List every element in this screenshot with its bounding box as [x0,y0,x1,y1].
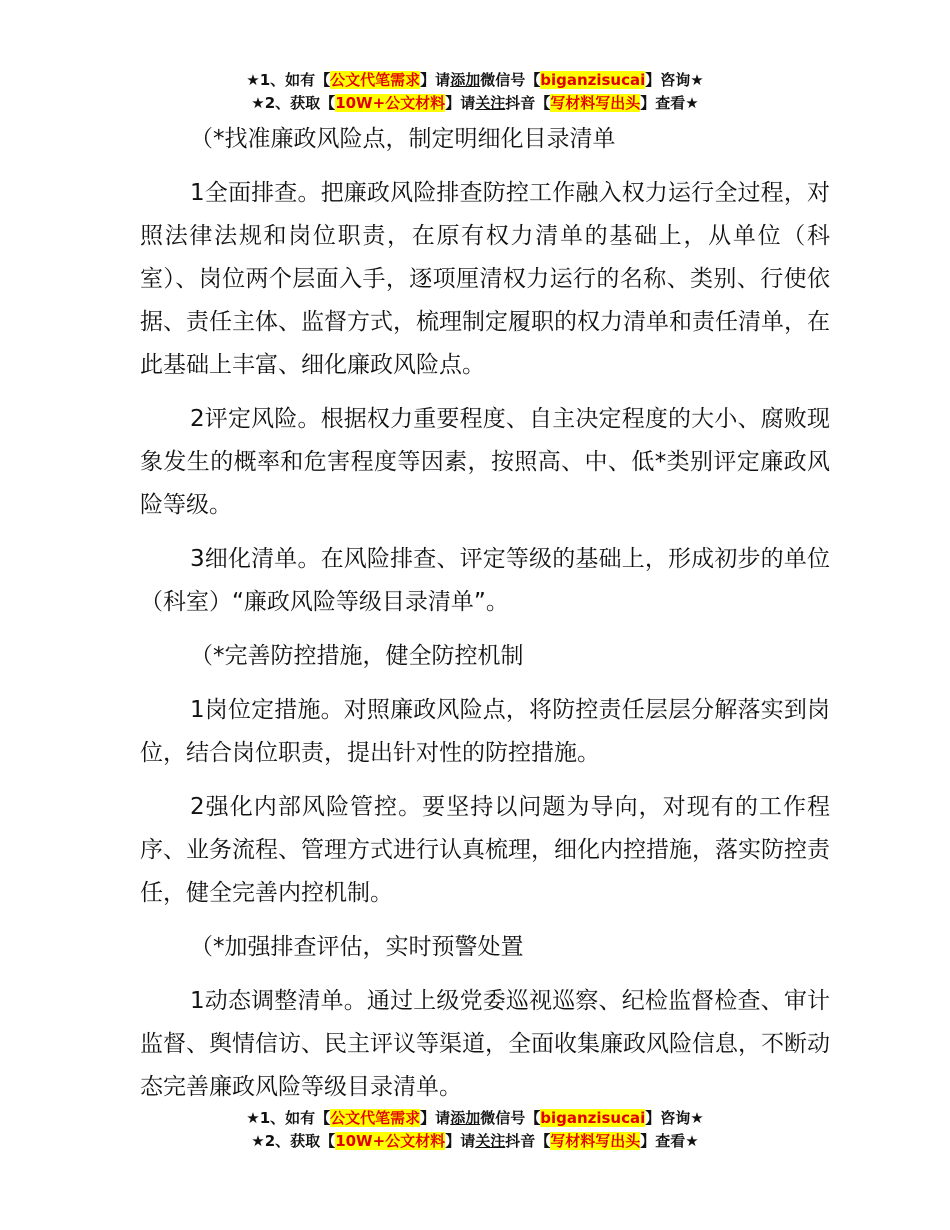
banner-text: 微信号【 [480,71,541,89]
banner-line-2 [0,92,950,115]
banner-underlined: 添加 [450,71,481,89]
body-paragraph: 2评定风险。根据权力重要程度、自主决定程度的大小、腐败现象发生的概率和危害程度等因素，按照高、中、低*类别评定廉政风险等级。 [140,406,830,518]
document-body [140,118,830,1120]
footer-banner [0,1107,950,1153]
banner-text: 】咨询★ [645,71,704,89]
banner-text: 】请 [445,94,476,112]
banner-text: 抖音【 [505,94,551,112]
banner-highlight: 10W+公文材料 [335,1132,446,1150]
banner-text: 】查看★ [640,94,699,112]
banner-text: 】请 [420,1109,451,1127]
banner-text: 】咨询★ [645,1109,704,1127]
banner-line-1 [0,69,950,92]
banner-highlight: 10W+公文材料 [335,94,446,112]
banner-line-1 [0,1107,950,1130]
banner-highlight: biganzisucai [540,1109,646,1127]
banner-text: 抖音【 [505,1132,551,1150]
banner-highlight: 公文代笔需求 [330,1109,421,1127]
body-paragraph: 1岗位定措施。对照廉政风险点，将防控责任层层分解落实到岗位，结合岗位职责，提出针对性的防控措施。 [140,697,830,766]
banner-text: ★1、如有【 [246,71,331,89]
section-heading: （*完善防控措施，健全防控机制 [190,643,524,669]
banner-highlight: biganzisucai [540,71,646,89]
banner-underlined: 关注 [475,94,506,112]
banner-text: ★1、如有【 [246,1109,331,1127]
header-banner [0,69,950,115]
banner-highlight: 公文代笔需求 [330,71,421,89]
banner-text: ★2、获取【 [251,94,336,112]
body-paragraph: 2强化内部风险管控。要坚持以问题为导向，对现有的工作程序、业务流程、管理方式进行认真梳理，细化内控措施，落实防控责任，健全完善内控机制。 [140,794,830,906]
banner-text: 】请 [420,71,451,89]
body-paragraph: 1动态调整清单。通过上级党委巡视巡察、纪检监督检查、审计监督、舆情信访、民主评议等渠道，全面收集廉政风险信息，不断动态完善廉政风险等级目录清单。 [140,988,830,1100]
banner-underlined: 添加 [450,1109,481,1127]
banner-text: 微信号【 [480,1109,541,1127]
banner-text: ★2、获取【 [251,1132,336,1150]
section-heading: （*加强排查评估，实时预警处置 [190,934,524,960]
banner-highlight: 写材料写出头 [550,94,641,112]
banner-underlined: 关注 [475,1132,506,1150]
body-paragraph: 1全面排查。把廉政风险排查防控工作融入权力运行全过程，对照法律法规和岗位职责，在原有权力清单的基础上，从单位（科室）、岗位两个层面入手，逐项厘清权力运行的名称、类别、行使依据、责任主体、监督方式，梳理制定履职的权力清单和责任清单，在此基础上丰富、细化廉政风险点。 [140,180,830,378]
section-heading: （*找准廉政风险点，制定明细化目录清单 [190,126,616,152]
body-paragraph: 3细化清单。在风险排查、评定等级的基础上，形成初步的单位（科室）“廉政风险等级目录清单”。 [140,546,830,615]
banner-text: 】查看★ [640,1132,699,1150]
banner-text: 】请 [445,1132,476,1150]
banner-line-2 [0,1130,950,1153]
banner-highlight: 写材料写出头 [550,1132,641,1150]
